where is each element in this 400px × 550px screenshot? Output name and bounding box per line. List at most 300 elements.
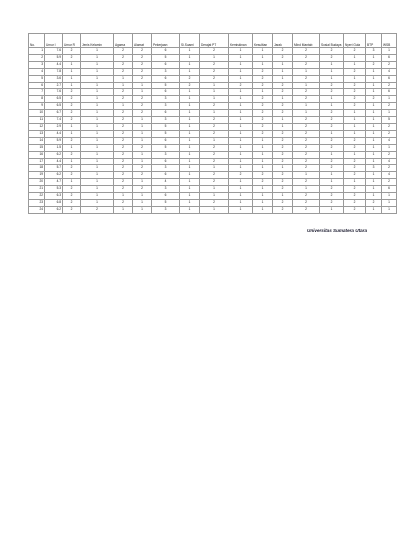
table-cell: 1: [253, 186, 273, 193]
table-cell: 2: [114, 179, 133, 186]
table-cell: 2: [253, 96, 273, 103]
table-cell: 11: [29, 117, 45, 124]
table-cell: 2: [344, 144, 366, 151]
table-cell: 1: [180, 206, 200, 213]
table-cell: 5: [152, 123, 180, 130]
table-cell: 2: [63, 165, 81, 172]
table-cell: 2: [63, 186, 81, 193]
table-cell: 2: [344, 137, 366, 144]
table-cell: 2: [133, 144, 152, 151]
column-header: WSB: [382, 34, 397, 48]
table-cell: 2: [320, 158, 344, 165]
table-cell: 1: [81, 193, 114, 200]
table-cell: 1: [81, 96, 114, 103]
table-cell: 3: [29, 61, 45, 68]
table-cell: 3: [366, 165, 382, 172]
table-cell: 2: [273, 158, 293, 165]
table-cell: 5.7: [45, 165, 63, 172]
column-header: Agama: [114, 34, 133, 48]
table-cell: 2: [200, 68, 229, 75]
table-cell: 1: [180, 165, 200, 172]
table-cell: 2: [114, 89, 133, 96]
table-cell: 1: [253, 54, 273, 61]
table-cell: 2: [273, 89, 293, 96]
table-cell: 2: [200, 61, 229, 68]
table-cell: 1: [180, 61, 200, 68]
table-cell: 1: [133, 151, 152, 158]
table-cell: 2: [320, 137, 344, 144]
table-cell: 3: [152, 165, 180, 172]
table-cell: 6.8: [45, 199, 63, 206]
table-cell: 1: [229, 54, 253, 61]
table-row: [29, 165, 397, 172]
table-cell: 2: [382, 103, 397, 110]
table-row: [29, 179, 397, 186]
table-cell: 1: [81, 179, 114, 186]
table-cell: 2: [344, 103, 366, 110]
table-cell: 1: [229, 144, 253, 151]
table-cell: 1: [180, 158, 200, 165]
table-row: [29, 110, 397, 117]
table-cell: 1: [344, 130, 366, 137]
table-row: [29, 172, 397, 179]
table-cell: 3: [152, 68, 180, 75]
table-cell: 1: [200, 165, 229, 172]
table-row: [29, 193, 397, 200]
table-cell: 2.9: [45, 123, 63, 130]
table-row: [29, 117, 397, 124]
table-cell: 5: [152, 199, 180, 206]
table-cell: 3: [152, 151, 180, 158]
table-cell: 1: [200, 137, 229, 144]
table-cell: 15: [29, 144, 45, 151]
table-cell: 1: [200, 193, 229, 200]
table-cell: 2: [273, 48, 293, 55]
table-cell: 6.2: [45, 172, 63, 179]
table-cell: 2: [114, 158, 133, 165]
table-cell: 1: [273, 75, 293, 82]
table-cell: 1: [133, 179, 152, 186]
table-cell: 1: [320, 96, 344, 103]
table-cell: 1: [229, 151, 253, 158]
column-header: Jenis Kelamin: [81, 34, 114, 48]
table-cell: 1: [229, 103, 253, 110]
table-cell: 1: [133, 89, 152, 96]
table-row: [29, 206, 397, 213]
table-cell: 2: [63, 137, 81, 144]
table-cell: 1: [200, 96, 229, 103]
table-cell: 2: [229, 172, 253, 179]
table-cell: 2: [273, 199, 293, 206]
table-cell: 1: [229, 89, 253, 96]
table-header-row: [29, 34, 397, 48]
table-cell: 1: [320, 130, 344, 137]
table-cell: 1: [180, 144, 200, 151]
table-cell: 1: [29, 48, 45, 55]
table-cell: 2: [382, 165, 397, 172]
table-cell: 1: [229, 123, 253, 130]
table-cell: 1: [382, 144, 397, 151]
table-cell: 2: [200, 103, 229, 110]
table-cell: 6: [152, 110, 180, 117]
table-cell: 2: [344, 172, 366, 179]
table-cell: 1: [180, 103, 200, 110]
table-cell: 2: [81, 206, 114, 213]
table-cell: 1: [229, 110, 253, 117]
table-cell: 2: [133, 110, 152, 117]
column-header: Kemiskinan: [229, 34, 253, 48]
table-cell: 4: [382, 68, 397, 75]
table-cell: 1: [293, 110, 320, 117]
table-cell: 1: [81, 151, 114, 158]
table-cell: 2: [320, 48, 344, 55]
table-cell: 2: [200, 199, 229, 206]
table-cell: 1: [81, 54, 114, 61]
table-cell: 6: [382, 54, 397, 61]
table-cell: 2: [114, 172, 133, 179]
table-cell: 1: [200, 206, 229, 213]
table-cell: 1: [200, 54, 229, 61]
table-cell: 1: [229, 158, 253, 165]
table-row: [29, 96, 397, 103]
table-cell: 2: [63, 199, 81, 206]
table-row: [29, 61, 397, 68]
table-cell: 2: [253, 75, 273, 82]
table-cell: 23: [29, 199, 45, 206]
table-cell: 3: [152, 206, 180, 213]
table-row: [29, 123, 397, 130]
table-cell: 2: [114, 151, 133, 158]
table-cell: 1: [133, 130, 152, 137]
table-cell: 2: [273, 137, 293, 144]
table-cell: 2: [114, 117, 133, 124]
table-cell: 2: [320, 186, 344, 193]
table-cell: 1: [229, 130, 253, 137]
table-cell: 2: [320, 54, 344, 61]
table-cell: 2: [229, 82, 253, 89]
table-cell: 2: [180, 82, 200, 89]
table-cell: 1: [180, 151, 200, 158]
table-cell: 2: [114, 165, 133, 172]
table-cell: 1: [180, 96, 200, 103]
table-cell: 1: [253, 137, 273, 144]
table-cell: 2: [273, 82, 293, 89]
table-cell: 1: [366, 137, 382, 144]
table-cell: 2: [200, 123, 229, 130]
table-cell: 1: [180, 117, 200, 124]
table-cell: 1: [253, 206, 273, 213]
table-cell: 1: [366, 123, 382, 130]
table-cell: 2: [320, 165, 344, 172]
table-cell: 3: [152, 117, 180, 124]
table-cell: 1: [344, 179, 366, 186]
table-cell: 4: [382, 158, 397, 165]
table-cell: 6: [152, 172, 180, 179]
table-cell: 2: [253, 123, 273, 130]
table-cell: 1: [63, 75, 81, 82]
table-cell: 2: [133, 96, 152, 103]
table-cell: 2: [200, 144, 229, 151]
table-cell: 2: [114, 110, 133, 117]
table-cell: 2: [344, 158, 366, 165]
table-cell: 1: [180, 130, 200, 137]
table-cell: 5: [382, 117, 397, 124]
table-cell: 1: [81, 158, 114, 165]
table-cell: 2: [133, 165, 152, 172]
table-cell: 1: [344, 110, 366, 117]
column-header: No.: [29, 34, 45, 48]
table-cell: 2: [273, 179, 293, 186]
table-cell: 1: [180, 179, 200, 186]
table-cell: 20: [29, 179, 45, 186]
table-cell: 1: [63, 68, 81, 75]
table-cell: 1: [133, 123, 152, 130]
table-cell: 2: [114, 68, 133, 75]
table-cell: 1: [293, 172, 320, 179]
table-cell: 2: [200, 158, 229, 165]
table-cell: 7: [29, 89, 45, 96]
table-cell: 2: [293, 54, 320, 61]
table-cell: 7.4: [45, 117, 63, 124]
table-cell: 2: [293, 206, 320, 213]
table-cell: 6: [29, 82, 45, 89]
table-cell: 2: [133, 61, 152, 68]
table-cell: 1: [273, 123, 293, 130]
column-header: Umur I: [45, 34, 63, 48]
table-cell: 1: [366, 179, 382, 186]
table-cell: 1: [63, 82, 81, 89]
table-row: [29, 103, 397, 110]
table-cell: 2: [293, 193, 320, 200]
table-cell: 1: [81, 186, 114, 193]
table-cell: 1: [81, 123, 114, 130]
table-cell: 1: [320, 206, 344, 213]
table-cell: 1: [320, 68, 344, 75]
table-cell: 4.4: [45, 130, 63, 137]
table-cell: 2: [114, 199, 133, 206]
table-cell: 1: [293, 186, 320, 193]
table-cell: 1: [366, 75, 382, 82]
table-cell: 5: [152, 82, 180, 89]
column-header: Pekerjaan: [152, 34, 180, 48]
table-cell: 6.5: [45, 96, 63, 103]
table-cell: 6: [382, 89, 397, 96]
table-cell: 2: [114, 61, 133, 68]
table-cell: 1: [229, 137, 253, 144]
table-cell: 2: [180, 75, 200, 82]
table-cell: 2: [200, 48, 229, 55]
table-cell: 2: [200, 179, 229, 186]
table-cell: 5: [152, 130, 180, 137]
table-cell: 2: [293, 158, 320, 165]
table-row: [29, 48, 397, 55]
table-cell: 1: [229, 199, 253, 206]
table-cell: 8: [29, 96, 45, 103]
table-cell: 1: [133, 82, 152, 89]
table-cell: 2: [382, 123, 397, 130]
table-cell: 2: [114, 130, 133, 137]
table-cell: 1: [180, 137, 200, 144]
table-cell: 6: [152, 137, 180, 144]
table-cell: 2: [200, 117, 229, 124]
table-cell: 1: [366, 110, 382, 117]
table-cell: 6: [152, 193, 180, 200]
column-header: BTP: [366, 34, 382, 48]
table-cell: 21: [29, 186, 45, 193]
table-cell: 2: [114, 96, 133, 103]
table-cell: 2: [320, 193, 344, 200]
table-cell: 1: [180, 54, 200, 61]
table-cell: 2: [320, 144, 344, 151]
table-cell: 1: [344, 117, 366, 124]
table-cell: 1: [366, 82, 382, 89]
table-cell: 1: [200, 110, 229, 117]
table-cell: 6: [382, 75, 397, 82]
table-cell: 4: [29, 68, 45, 75]
table-cell: 3: [366, 48, 382, 55]
table-cell: 1: [366, 186, 382, 193]
table-cell: 1: [180, 186, 200, 193]
table-cell: 9: [29, 103, 45, 110]
table-cell: 1: [133, 137, 152, 144]
table-cell: 1: [63, 130, 81, 137]
table-cell: 1: [253, 199, 273, 206]
table-cell: 1: [344, 75, 366, 82]
table-cell: 1: [81, 137, 114, 144]
table-cell: 2: [253, 103, 273, 110]
table-cell: 2: [200, 75, 229, 82]
table-cell: 2: [366, 61, 382, 68]
table-cell: 3: [152, 186, 180, 193]
table-cell: 7.6: [45, 89, 63, 96]
table-cell: 4.4: [45, 158, 63, 165]
table-cell: 6: [382, 186, 397, 193]
table-cell: 1: [344, 54, 366, 61]
table-cell: 2: [293, 179, 320, 186]
university-caption: Universitas Sumatera Utara: [307, 228, 368, 233]
table-cell: 2: [273, 151, 293, 158]
table-cell: 5.3: [45, 186, 63, 193]
table-cell: 3: [152, 96, 180, 103]
table-cell: 1: [366, 151, 382, 158]
table-cell: 2: [293, 130, 320, 137]
table-cell: 2: [344, 89, 366, 96]
table-cell: 1: [81, 89, 114, 96]
table-cell: 1: [293, 68, 320, 75]
table-cell: 1: [180, 193, 200, 200]
table-cell: 3.6: [45, 75, 63, 82]
table-cell: 2: [200, 151, 229, 158]
table-cell: 2: [273, 130, 293, 137]
table-cell: 1: [366, 172, 382, 179]
table-cell: 2: [114, 54, 133, 61]
table-cell: 2: [366, 199, 382, 206]
table-cell: 1: [114, 82, 133, 89]
table-cell: 1: [180, 68, 200, 75]
table-row: [29, 75, 397, 82]
table-cell: 6: [152, 75, 180, 82]
table-cell: 2: [320, 117, 344, 124]
table-cell: 2: [133, 172, 152, 179]
table-cell: 2: [63, 103, 81, 110]
table-cell: 1: [133, 117, 152, 124]
table-cell: 1: [63, 179, 81, 186]
column-header: Jarak: [273, 34, 293, 48]
table-cell: 14: [29, 137, 45, 144]
table-cell: 10: [29, 110, 45, 117]
table-cell: 1: [273, 165, 293, 172]
table-cell: 2: [366, 96, 382, 103]
table-cell: 2: [382, 61, 397, 68]
table-cell: 1: [320, 75, 344, 82]
table-cell: 1: [382, 48, 397, 55]
table-cell: 1: [273, 68, 293, 75]
table-cell: 2: [320, 199, 344, 206]
table-row: [29, 82, 397, 89]
table-cell: 2: [114, 123, 133, 130]
table-cell: 1: [81, 199, 114, 206]
table-row: [29, 137, 397, 144]
table-cell: 4: [382, 137, 397, 144]
data-table: [28, 33, 397, 214]
table-cell: 1: [366, 117, 382, 124]
table-cell: 1: [253, 144, 273, 151]
table-cell: 6: [152, 89, 180, 96]
table-cell: 6.2: [45, 151, 63, 158]
table-cell: 6.7: [45, 110, 63, 117]
table-cell: 4: [152, 179, 180, 186]
table-cell: 1: [114, 206, 133, 213]
table-cell: 2: [133, 48, 152, 55]
table-cell: 4: [382, 172, 397, 179]
table-cell: 1: [382, 199, 397, 206]
table-cell: 18: [29, 165, 45, 172]
table-cell: 2: [63, 54, 81, 61]
table-cell: 2: [320, 89, 344, 96]
table-cell: 1: [63, 144, 81, 151]
table-cell: 2: [320, 110, 344, 117]
table-row: [29, 130, 397, 137]
table-cell: 1: [366, 89, 382, 96]
table-cell: 1: [366, 103, 382, 110]
table-cell: 1: [229, 68, 253, 75]
table-cell: 1: [366, 68, 382, 75]
column-header: Mind Mantab: [293, 34, 320, 48]
table-cell: 2: [344, 82, 366, 89]
table-cell: 1: [229, 186, 253, 193]
table-cell: 1: [229, 48, 253, 55]
table-row: [29, 54, 397, 61]
table-cell: 2: [344, 68, 366, 75]
table-cell: 1: [253, 151, 273, 158]
table-cell: 1: [366, 144, 382, 151]
table-cell: 1: [253, 165, 273, 172]
table-cell: 1: [382, 206, 397, 213]
table-body: [29, 48, 397, 214]
table-cell: 2: [63, 110, 81, 117]
table-cell: 12: [29, 123, 45, 130]
table-cell: 4.7: [45, 179, 63, 186]
table-cell: 1: [253, 48, 273, 55]
table-cell: 2: [63, 206, 81, 213]
table-cell: 2: [293, 123, 320, 130]
table-cell: 2: [63, 48, 81, 55]
column-header: Umur R: [63, 34, 81, 48]
table-cell: 2: [273, 110, 293, 117]
table-cell: 2: [200, 172, 229, 179]
table-cell: 2: [293, 89, 320, 96]
table-cell: 2: [344, 165, 366, 172]
